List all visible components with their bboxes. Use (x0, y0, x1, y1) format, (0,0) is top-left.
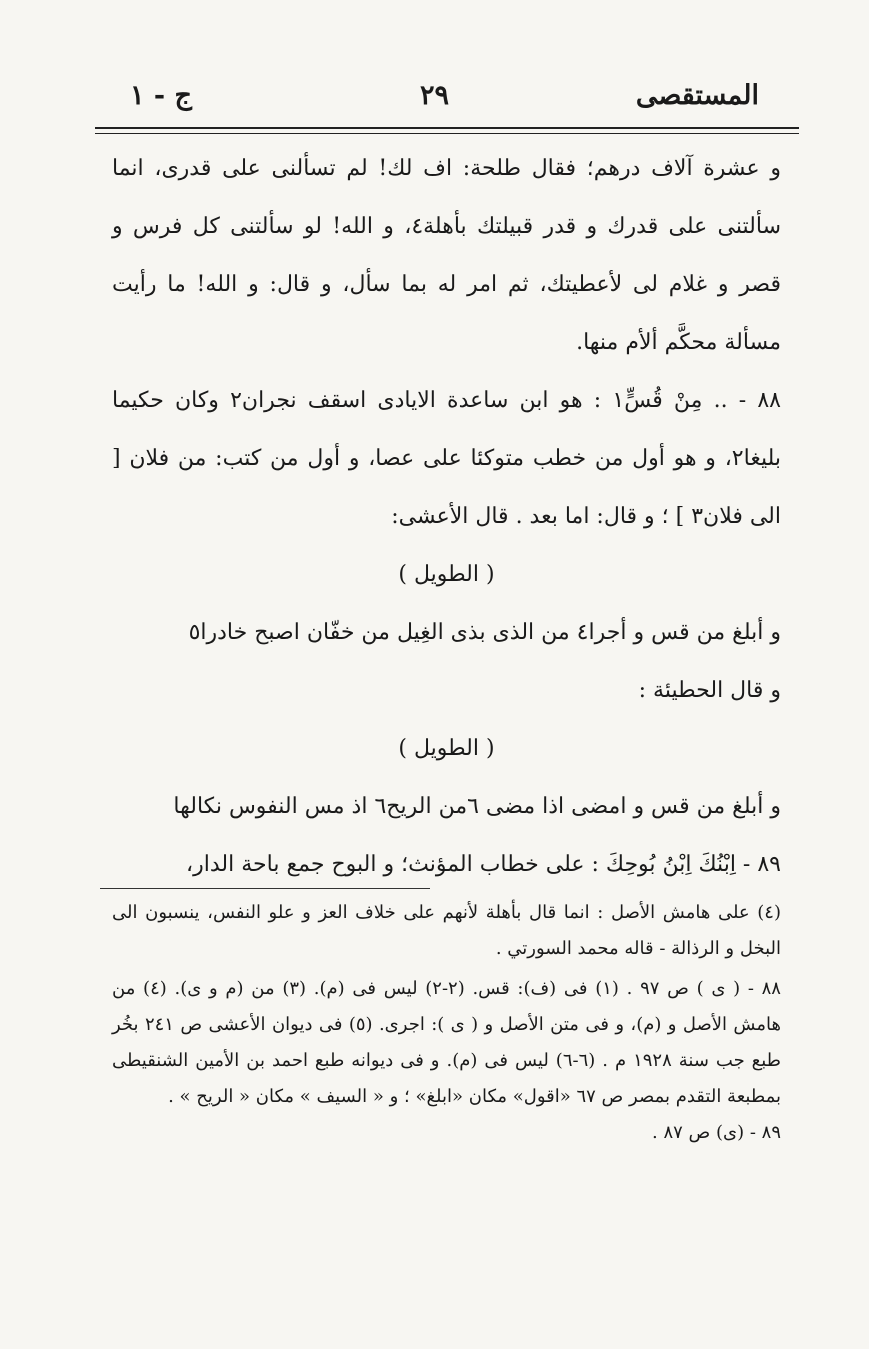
paragraph: و عشرة آلاف درهم؛ فقال طلحة: اف لك! لم تسألنى على قدرى، انما سألتنى على قدرك و قدر قبيلتك بأهلة٤، و الله! لو سألتنى كل فرس و قصر و غلام لى لأعطيتك، ثم امر له بما سأل، و قال: و الله! ما رأيت مسألة محكَّم ألأم منها. (112, 156, 782, 355)
main-text (112, 140, 781, 894)
footnotes (112, 895, 781, 1151)
footnote: ٨٩ - (ى) ص ٨٧ . (651, 1122, 781, 1143)
meter-label: ( الطويل ) (398, 562, 495, 587)
footnote: (٤) على هامش الأصل : انما قال بأهلة لأنهم على خلاف العز و علو النفس، ينسبون الى البخل و الرذالة - قاله محمد السورتي . (112, 902, 781, 959)
book-title: المستقصى (635, 80, 759, 111)
verse-line: و أبلغ من قس و أجرا٤ من الذى بذى الغِيل من خفّان اصبح خادرا٥ (188, 620, 781, 645)
paragraph: و قال الحطيئة : (638, 678, 781, 703)
verse-line: و أبلغ من قس و امضى اذا مضى ٦من الريح٦ اذ مس النفوس نكالها (173, 794, 781, 819)
entry-89: ٨٩ - اِبْنُكَ اِبْنُ بُوحِكَ : على خطاب المؤنث؛ و البوح جمع باحة الدار، (186, 852, 781, 877)
running-header (100, 72, 769, 122)
page-number: ٢٩ (419, 80, 449, 111)
footnote-rule (100, 888, 430, 889)
meter-label: ( الطويل ) (398, 736, 495, 761)
header-rule-thick (95, 127, 799, 129)
header-rule-thin (95, 133, 799, 134)
footnote: ٨٨ - ( ى ) ص ٩٧ . (١) فى (ف): قس. (٢-٢) ليس فى (م). (٣) من (م و ى). (٤) من هامش الأصل و (م)، و فى متن الأصل و ( ى ): اجرى. (٥) فى ديوان الأعشى ص ٢٤١ بخُر طبع جب سنة ١٩٢٨ م . (٦-٦) ليس فى (م). و فى ديوانه طبع احمد بن الأمين الشنقيطى بمطبعة التقدم بمصر ص ٦٧ «اقول» مكان «ابلغ» ؛ و « السيف » مكان « الريح » . (112, 978, 782, 1107)
entry-88: ٨٨ - .. مِنْ قُسٍّ١ : هو ابن ساعدة الايادى اسقف نجران٢ وكان حكيما بليغا٢، و هو أول من خطب متوكئا على عصا، و أول من كتب: من فلان [ الى فلان٣ ] ؛ و قال: اما بعد . قال الأعشى: (112, 388, 781, 529)
volume-label: ج - ١ (130, 80, 192, 111)
